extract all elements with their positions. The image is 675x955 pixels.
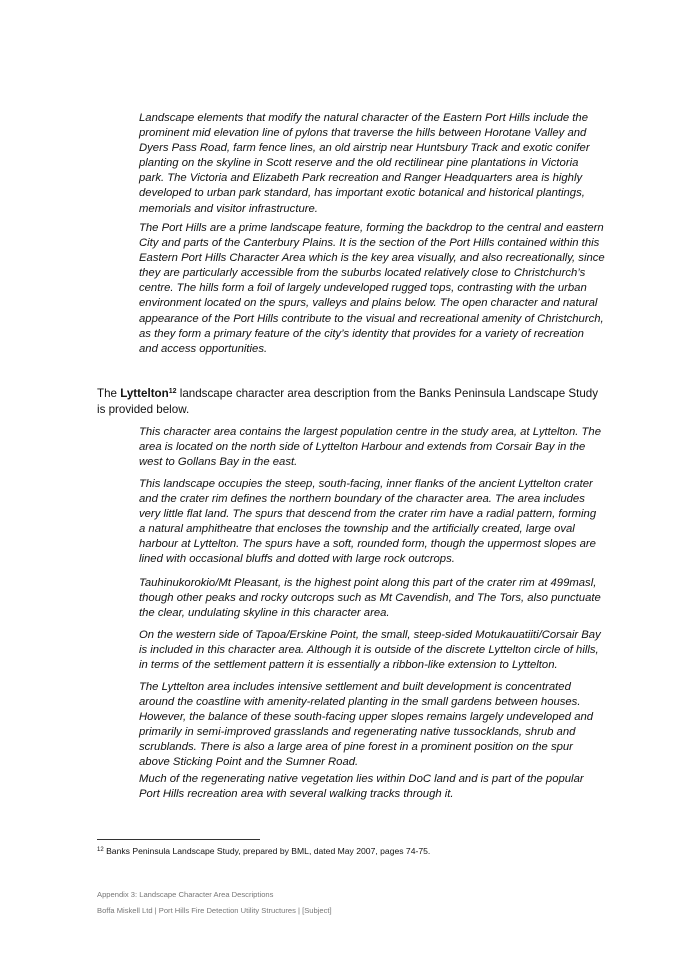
quote-paragraph: Landscape elements that modify the natural character of the Eastern Port Hills include the prominent mid elevation line of pylons that traverse the hills between Horotane Valley and Dyers Pass Road, farm fence lines, an old airstrip near Huntsbury Track and exotic conifer planting on the skyline in Scott reserve and the old rectilinear pine plantations in Victoria park. The Victoria and Elizabeth Park recreation and Ranger Headquarters area is highly developed to urban park standard, has important exotic botanical and historical plantings, memorials and visitor infrastructure. xyxy=(139,112,590,215)
lyttelton-intro-paragraph xyxy=(97,386,607,417)
quote-paragraph: Tauhinukorokio/Mt Pleasant, is the highest point along this part of the crater rim at 499masl, though other peaks and rocky outcrops such as Mt Cavendish, and The Tors, also punctuate the clear, undulating skyline in this character area. xyxy=(139,577,601,620)
intro-prefix: The xyxy=(97,387,121,400)
quote-paragraph: The Lyttelton area includes intensive settlement and built development is concentrated around the coastline with amenity-related planting in the small gardens between houses. However, the balance of these south-facing upper slopes remains largely undeveloped and primarily in semi-improved grasslands and regenerating native tussocklands, shrub and scrublands. There is also a large area of pine forest in a prominent position on the spur above Sticking Point and the Sumner Road. xyxy=(139,681,594,769)
quote-paragraph: Much of the regenerating native vegetation lies within DoC land and is part of the popular Port Hills recreation area with several walking tracks through it. xyxy=(139,773,584,801)
quote-paragraph: On the western side of Tapoa/Erskine Point, the small, steep-sided Motukauatiiti/Corsair Bay is included in this character area. Although it is outside of the discrete Lyttelton circle of hills, in terms of the settlement pattern it is essentially a ribbon-like extension to Lyttelton. xyxy=(139,629,601,672)
area-name: Lyttelton xyxy=(120,387,169,400)
footer-appendix-title: Appendix 3: Landscape Character Area Descriptions xyxy=(97,890,274,899)
quote-paragraph: This character area contains the largest population centre in the study area, at Lyttelton. The area is located on the north side of Lyttelton Harbour and extends from Corsair Bay in the west to Gollans Bay in the east. xyxy=(139,426,601,469)
quote-paragraph: The Port Hills are a prime landscape feature, forming the backdrop to the central and eastern City and parts of the Canterbury Plains. It is the section of the Port Hills contained within this Eastern Port Hills Character Area which is the key area visually, and also recreationally, since they are particularly accessible from the suburbs located relatively close to Christchurch’s centre. The hills form a foil of largely undeveloped rugged tops, contrasting with the urban environment located on the spurs, valleys and plains below. The open character and natural appearance of the Port Hills contribute to the visual and recreational amenity of Christchurch, as they form a primary feature of the city’s identity that provides for a variety of recreation and access opportunities. xyxy=(139,222,605,355)
footer-document-info: Boffa Miskell Ltd | Port Hills Fire Detection Utility Structures | [Subject] xyxy=(97,906,332,915)
intro-suffix: landscape character area description from the Banks Peninsula Landscape Study is provided below. xyxy=(97,387,599,416)
footnote-separator xyxy=(97,839,260,840)
footnote xyxy=(97,846,430,856)
footnote-number: 12 xyxy=(97,847,104,853)
footnote-text: Banks Peninsula Landscape Study, prepared by BML, dated May 2007, pages 74-75. xyxy=(103,846,431,856)
quote-paragraph: This landscape occupies the steep, south-facing, inner flanks of the ancient Lyttelton crater and the crater rim defines the northern boundary of the character area. The area includes very little flat land. The spurs that descend from the crater rim have a radial pattern, forming a natural amphitheatre that encloses the township and the artificially created, large oval harbour at Lyttelton. The spurs have a soft, rounded form, though the uppermost slopes are lined with occasional bluffs and dotted with large rock outcrops. xyxy=(139,478,597,566)
footnote-reference: 12 xyxy=(168,388,177,395)
